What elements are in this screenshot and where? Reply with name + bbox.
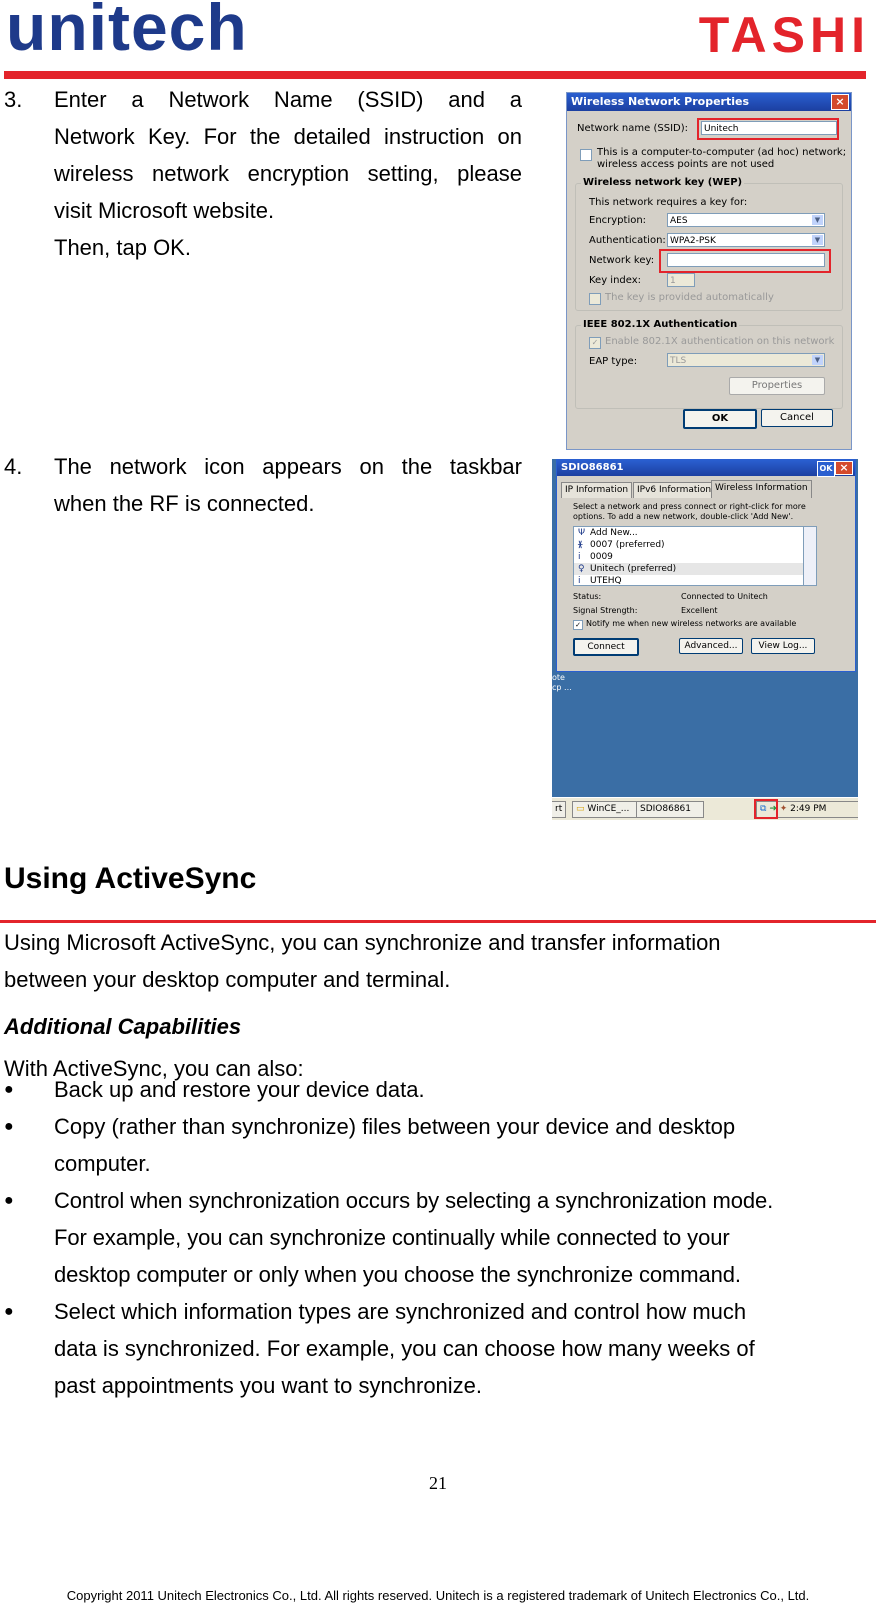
- bullet-item-4: [54, 1293, 874, 1404]
- tab-ip-information[interactable]: IP Information: [561, 482, 632, 498]
- desktop-side-text: ote: [552, 673, 565, 682]
- folder-icon: ▭: [576, 804, 588, 814]
- wireless-properties-screenshot: [566, 92, 852, 450]
- bullet-3-line-3: desktop computer or only when you choose the synchronize command.: [54, 1262, 741, 1287]
- tab-wireless-information[interactable]: Wireless Information: [711, 480, 812, 498]
- network-name: UTEHQ: [590, 576, 622, 586]
- network-status-screenshot: [552, 459, 858, 820]
- requires-key-text: This network requires a key for:: [589, 197, 748, 208]
- bullet-icon: ●: [4, 1118, 14, 1135]
- taskbar-item-wince[interactable]: [572, 801, 640, 818]
- list-item[interactable]: [574, 539, 816, 551]
- antenna-icon: Ψ: [578, 528, 586, 538]
- remote-icon[interactable]: ➜: [769, 804, 777, 814]
- network-name: Add New...: [590, 528, 638, 538]
- eap-type-value: TLS: [670, 356, 687, 366]
- step-4-number: 4.: [4, 454, 23, 479]
- signal-value: Excellent: [681, 606, 718, 615]
- step-3-line-5: Then, tap OK.: [54, 235, 191, 260]
- close-icon[interactable]: ×: [831, 94, 849, 110]
- notify-checkbox[interactable]: ✓: [573, 620, 583, 630]
- step-3-number: 3.: [4, 87, 23, 112]
- chevron-down-icon: ▼: [812, 235, 823, 245]
- network-name: 0009: [590, 552, 613, 562]
- adhoc-line-1: This is a computer-to-computer (ad hoc) network;: [597, 147, 847, 158]
- network-icon: i: [578, 576, 581, 586]
- network-name-label: Network name (SSID):: [577, 123, 688, 134]
- adhoc-line-2: wireless access points are not used: [597, 159, 775, 170]
- capabilities-intro: With ActiveSync, you can also:: [4, 1056, 304, 1081]
- capabilities-heading: Additional Capabilities: [4, 1014, 242, 1039]
- status-value: Connected to Unitech: [681, 592, 768, 601]
- eap-type-label: EAP type:: [589, 356, 638, 367]
- instruction-line-1: Select a network and press connect or right-click for more: [573, 502, 806, 511]
- authentication-select[interactable]: [667, 233, 825, 247]
- view-log-button[interactable]: View Log...: [751, 638, 815, 654]
- bullet-item-3: [54, 1182, 876, 1293]
- encryption-select[interactable]: [667, 213, 825, 227]
- step-4-text: [54, 448, 522, 522]
- clock: 2:49 PM: [790, 804, 827, 814]
- list-item[interactable]: [574, 563, 816, 575]
- authentication-label: Authentication:: [589, 235, 666, 246]
- header-rule: [4, 71, 866, 79]
- advanced-button[interactable]: Advanced...: [679, 638, 743, 654]
- unitech-logo: unitech: [6, 0, 248, 64]
- bullet-3-line-2: For example, you can synchronize continually while connected to your: [54, 1225, 730, 1250]
- step-3-line-3: wireless network encryption setting, please: [54, 161, 522, 186]
- key-index-label: Key index:: [589, 275, 642, 286]
- encryption-label: Encryption:: [589, 215, 647, 226]
- dialog-title: Wireless Network Properties: [571, 95, 749, 108]
- desktop-side-text: cp ...: [552, 683, 572, 692]
- page-number: 21: [429, 1473, 447, 1493]
- network-icon: i: [578, 552, 581, 562]
- highlight-network-key: [659, 249, 831, 273]
- chevron-down-icon: ▼: [812, 355, 823, 365]
- list-item[interactable]: [574, 551, 816, 563]
- step-3-text: [54, 81, 522, 266]
- wep-group-label: Wireless network key (WEP): [583, 177, 743, 188]
- bullet-1-line-1: Back up and restore your device data.: [54, 1077, 425, 1102]
- authentication-value: WPA2-PSK: [670, 236, 716, 246]
- dialog-titlebar: [567, 93, 851, 111]
- intro-line-2: between your desktop computer and terminal.: [4, 967, 451, 992]
- taskbar-item-sdio[interactable]: SDIO86861: [636, 801, 704, 818]
- notify-label: Notify me when new wireless networks are available: [586, 619, 797, 628]
- list-item[interactable]: [574, 527, 816, 539]
- network-connected-icon[interactable]: ⧉: [760, 804, 767, 814]
- cancel-button[interactable]: Cancel: [761, 409, 833, 427]
- status-label: Status:: [573, 592, 602, 601]
- taskbar-item-wince-label: WinCE_...: [587, 804, 630, 814]
- step-4-line-2: when the RF is connected.: [54, 491, 315, 516]
- list-item[interactable]: [574, 575, 816, 586]
- section-title: Using ActiveSync: [4, 862, 257, 895]
- bullet-2-line-1: Copy (rather than synchronize) files between your device and desktop: [54, 1114, 736, 1139]
- chevron-down-icon: ▼: [812, 215, 823, 225]
- signal-label: Signal Strength:: [573, 606, 638, 615]
- ok-button[interactable]: OK: [683, 409, 757, 429]
- connect-button[interactable]: Connect: [573, 638, 639, 656]
- copyright-notice: Copyright 2011 Unitech Electronics Co., Ltd. All rights reserved. Unitech is a registered trademark of Unitech Electronics Co., Ltd.: [66, 1588, 810, 1603]
- enable-8021x-label: Enable 802.1X authentication on this network: [605, 336, 835, 347]
- sdio-title: SDIO86861: [561, 462, 624, 473]
- step-4-line-1: The network icon appears on the taskbar: [54, 454, 522, 479]
- properties-button[interactable]: Properties: [729, 377, 825, 395]
- instruction-line-2: options. To add a new network, double-click 'Add New'.: [573, 512, 794, 521]
- step-3-line-2: Network Key. For the detailed instruction on: [54, 124, 522, 149]
- network-name-input[interactable]: Unitech: [701, 121, 837, 135]
- step-3-line-4: visit Microsoft website.: [54, 198, 275, 223]
- auto-key-label: The key is provided automatically: [605, 292, 774, 303]
- highlight-ssid: [697, 118, 839, 140]
- highlight-network-icon: [754, 799, 778, 819]
- ok-title-button[interactable]: OK: [817, 461, 835, 477]
- key-index-input[interactable]: 1: [667, 273, 695, 287]
- bullet-icon: ●: [4, 1303, 14, 1320]
- step-3-line-1: Enter a Network Name (SSID) and a: [54, 87, 522, 112]
- eap-type-select[interactable]: [667, 353, 825, 367]
- connected-network-icon: ♀: [578, 564, 585, 574]
- close-icon[interactable]: ×: [835, 461, 853, 475]
- bullet-item-1: [54, 1071, 874, 1108]
- bullet-4-line-1: Select which information types are synchronized and control how much: [54, 1299, 747, 1324]
- tashi-logo: TASHI: [698, 7, 870, 63]
- ieee-group-label: IEEE 802.1X Authentication: [583, 319, 738, 330]
- list-scrollbar[interactable]: [803, 526, 817, 586]
- bullet-4-line-2: data is synchronized. For example, you can choose how many weeks of: [54, 1336, 755, 1361]
- network-list[interactable]: [573, 526, 817, 586]
- encryption-value: AES: [670, 216, 688, 226]
- bullet-2-line-2: computer.: [54, 1151, 151, 1176]
- network-name: 0007 (preferred): [590, 540, 665, 550]
- bullet-item-2: [54, 1108, 874, 1182]
- taskbar: [552, 797, 858, 820]
- network-key-label: Network key:: [589, 255, 655, 266]
- bullet-icon: ●: [4, 1081, 14, 1098]
- bullet-icon: ●: [4, 1192, 14, 1209]
- status-icon[interactable]: ✦: [779, 804, 788, 814]
- network-name: Unitech (preferred): [590, 564, 677, 574]
- enable-8021x-checkbox[interactable]: ✓: [589, 337, 601, 349]
- intro-line-1: Using Microsoft ActiveSync, you can synchronize and transfer information: [4, 930, 721, 955]
- auto-key-checkbox[interactable]: [589, 293, 601, 305]
- section-intro: [4, 924, 864, 998]
- bullet-4-line-3: past appointments you want to synchronize.: [54, 1373, 483, 1398]
- tab-ipv6-information[interactable]: IPv6 Information: [633, 482, 715, 498]
- bullet-3-line-1: Control when synchronization occurs by selecting a synchronization mode.: [54, 1188, 774, 1213]
- network-icon: ᚕ: [578, 540, 583, 550]
- adhoc-checkbox[interactable]: [580, 149, 592, 161]
- start-button[interactable]: rt: [552, 801, 566, 818]
- sdio-titlebar: [557, 460, 855, 476]
- section-rule: [0, 920, 876, 923]
- sdio-dialog: [556, 459, 856, 672]
